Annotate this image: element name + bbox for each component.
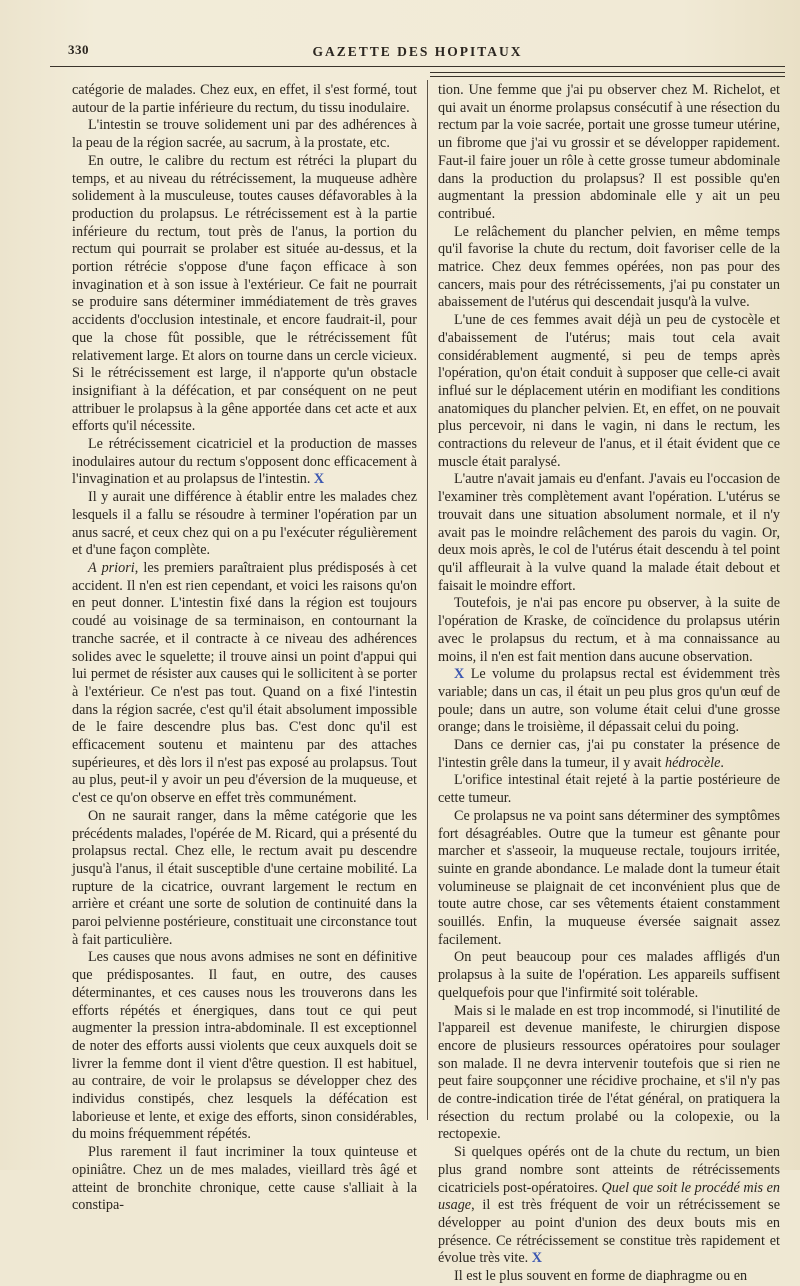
paragraph-text: Le rétrécissement cicatriciel et la production de masses inodulaires autour du rectum s'opposent donc efficacement à l'invagination et au prolapsus de l'intestin. [72, 436, 417, 488]
annotation-mark: X [454, 666, 465, 683]
paragraph-text: On peut beaucoup pour ces malades affligés d'un prolapsus à la suite de l'opération. Les appareils suffisent quelquefois pour que l'infirmité soit tolérable. [438, 949, 780, 1001]
paragraph-text: tion. Une femme que j'ai pu observer chez M. Richelot, et qui avait un énorme prolapsus consécutif à une résection du rectum par la voie sacrée, portait une grosse tumeur utérine, un fibrome que j'ai vu grossir et se développer rapidement. Faut-il faire jouer un rôle à cette grosse tumeur abdominale dans la production du prolapsus? Il est possible qu'en augmentant la pression abdominale elle y ait un peu contribué. [438, 82, 780, 222]
paragraph [438, 772, 780, 807]
paragraph-text: L'une de ces femmes avait déjà un peu de cystocèle et d'abaissement de l'utérus; mais tout cela avait considérablement augmenté, si peu de temps après l'opération, qu'on était conduit à supposer que celle-ci avait influé sur le déplacement utérin en modifiant les conditions anatomiques du plancher pelvien. Et, en effet, on ne pouvait plus percevoir, ni dans le vagin, ni dans le rectum, les contractions du releveur de l'anus, et il était évident que ce muscle était paralysé. [438, 312, 780, 470]
paragraph-text: L'intestin se trouve solidement uni par des adhérences à la peau de la région sacrée, au sacrum, à la prostate, etc. [72, 117, 417, 152]
left-column [72, 82, 417, 1215]
paragraph-text: En outre, le calibre du rectum est rétréci la plupart du temps, et au niveau du rétrécissement, la muqueuse adhère solidement à la musculeuse, toutes causes défavorables à la production du prolapsus. Le rétrécissement est à la partie inférieure du rectum, tout près de l'anus, la portion du rectum qui pourrait se prolaber est située au-dessus, et la portion rétrécie s'oppose d'une façon efficace à son invagination et à son issue à l'extérieur. Ce fait ne pourrait se produire sans déterminer immédiatement de très graves accidents d'occlusion intestinale, et encore faudrait-il, pour que la chose fût possible, que le rétrécissement fût relativement large. Et alors on tourne dans un cercle vicieux. Si le rétrécissement est large, il n'apporte qu'un obstacle insignifiant à la défécation, et par conséquent on ne peut attribuer le prolapsus à la gêne apportée dans cet acte et aux efforts qu'il nécessite. [72, 152, 417, 435]
italic-text: hédrocèle [664, 754, 721, 771]
page-header [50, 34, 785, 68]
paragraph-text: On ne saurait ranger, dans la même catégorie que les précédents malades, l'opérée de M. Ricard, qui a présenté du prolapsus rectal. Chez elle, le rectum avait pu descendre jusqu'à l'anus, il était susceptible d'une certaine mobilité. La rupture de la cicatrice, ouvrant largement le rectum en arrière et créant une sorte de solution de continuité dans la paroi pelvienne postérieure, constituait une circonstance tout à fait particulière. [72, 807, 417, 948]
paragraph [438, 737, 780, 772]
paragraph-text: L'orifice intestinal était rejeté à la partie postérieure de cette tumeur. [438, 772, 780, 807]
paragraph [438, 808, 780, 950]
paragraph-text: Ce prolapsus ne va point sans déterminer des symptômes fort désagréables. Outre que la tumeur est gênante pour marcher et s'asseoir, la muqueuse rectale, toujours irritée, suinte en grande abondance. Le malade dont la tumeur était volumineuse se plaignait de cet inconvénient plus que de toute autre chose, car ses vêtements étaient constamment souillés. Enfin, la muqueuse éversée saignait assez facilement. [438, 807, 780, 948]
paragraph-text: Dans ce dernier cas, j'ai pu constater la présence de l'intestin grêle dans la tumeur, il y avait [438, 737, 780, 771]
column-top-rule [430, 72, 785, 73]
paragraph [438, 666, 780, 737]
paragraph-text: Il est le plus souvent en forme de diaphragme ou en [454, 1268, 748, 1285]
italic-text: Quel que soit le procédé mis en usage [438, 1179, 780, 1214]
paragraph [72, 153, 417, 436]
paragraph-text: , il est très fréquent de voir un rétrécissement se développer au point d'union des deux bouts mis en présence. Ce rétrécissement se constitue très rapidement et évolue très vite. [438, 1197, 780, 1267]
paragraph [438, 1003, 780, 1145]
paragraph [72, 489, 417, 560]
italic-text: A priori [88, 559, 135, 576]
paragraph [72, 1144, 417, 1215]
paragraph-text: Le relâchement du plancher pelvien, en même temps qu'il favorise la chute du rectum, doit favoriser celle de la matrice. Chez deux femmes opérées, non pas pour des cancers, mais pour des rétrécissements, j'ai pu constater un abaissement de l'utérus qui descendait jusqu'à la vulve. [438, 223, 780, 311]
paragraph [438, 82, 780, 224]
paragraph [438, 1144, 780, 1268]
annotation-mark: X [313, 471, 325, 488]
page-number: 330 [68, 42, 89, 57]
paragraph [438, 471, 780, 595]
column-divider [427, 80, 428, 1120]
paragraph-text: Si quelques opérés ont de la chute du rectum, un bien plus grand nombre sont atteints de rétrécissements cicatriciels post-opératoires. [438, 1144, 780, 1196]
paragraph [72, 117, 417, 152]
paragraph [438, 224, 780, 313]
paragraph-text: Plus rarement il faut incriminer la toux quinteuse et opiniâtre. Chez un de mes malades, vieillard très âgé et atteint de bronchite chronique, cette cause s'alliait à la constipa- [72, 1144, 417, 1214]
paragraph-text: Les causes que nous avons admises ne sont en définitive que prédisposantes. Il faut, en outre, des causes déterminantes, et ces causes nous les trouverons dans les efforts répétés et énergiques, dans tout ce qui peut augmenter la pression intra-abdominale. Il est exceptionnel de noter des efforts aussi violents que ceux auxquels doit se livrer la femme dont il vient d'être question. Il est habituel, au contraire, de voir le prolapsus se développer chez des individus constipés, chez lesquels la défécation est laborieuse et lente, et exige des efforts, sinon considérables, du moins fréquemment répétés. [72, 949, 417, 1143]
paragraph [72, 560, 417, 808]
paragraph-text: . [720, 754, 724, 771]
annotation-mark: X [531, 1250, 543, 1267]
header-rule [50, 66, 785, 67]
paragraph [72, 436, 417, 489]
paragraph-text: Toutefois, je n'ai pas encore pu observer, à la suite de l'opération de Kraske, de coïncidence du prolapsus utérin avec le prolapsus du rectum, et à ma connaissance au moins, il n'en est fait mention dans aucune observation. [438, 595, 780, 665]
paragraph-text: Le volume du prolapsus rectal est évidemment très variable; dans un cas, il était un peu plus gros qu'un œuf de poule; dans un autre, son volume était celui d'une grosse orange; dans le troisième, il dépassait celui du poing. [438, 666, 781, 736]
journal-title: GAZETTE DES HOPITAUX [312, 44, 523, 59]
paragraph [438, 1268, 780, 1286]
paragraph-text: Il y aurait une différence à établir entre les malades chez lesquels il a fallu se résoudre à terminer l'opération par un anus sacré, et ceux chez qui on a pu l'exécuter régulièrement et d'une façon complète. [72, 489, 417, 559]
paragraph [72, 808, 417, 950]
paragraph-text: L'autre n'avait jamais eu d'enfant. J'avais eu l'occasion de l'examiner très complètement avant l'opération. L'utérus se trouvait dans une situation absolument normale, et il n'y avait pas le moindre relâchement des parois du vagin. Or, deux mois après, le col de l'utérus était descendu à tel point qu'il affleurait à la vulve quand la malade était debout et faisait le moindre effort. [438, 471, 780, 594]
paragraph-text: Mais si le malade en est trop incommodé, si l'inutilité de l'appareil est devenue manifeste, le chirurgien dispose encore de plusieurs ressources opératoires pour soulager son malade. Il ne devra intervenir toutefois que si rien ne peut faire soupçonner une récidive prochaine, et s'il n'y pas de contre-indication tirée de l'état général, on pratiquera la résection du rectum prolabé ou la colopexie, ou la rectopexie. [438, 1002, 780, 1143]
right-column [438, 82, 780, 1286]
column-top-rule-double [430, 76, 785, 77]
paragraph [438, 949, 780, 1002]
paragraph [72, 82, 417, 117]
paragraph [438, 595, 780, 666]
paragraph [72, 949, 417, 1144]
paragraph-text: catégorie de malades. Chez eux, en effet, il s'est formé, tout autour de la partie inférieure du rectum, du tissu inodulaire. [72, 82, 417, 116]
paragraph [438, 312, 780, 471]
paragraph-text: , les premiers paraîtraient plus prédisposés à cet accident. Il n'en est rien cependant, et voici les raisons qu'on en peut donner. L'intestin fixé dans la région est toujours coudé au voisinage de sa terminaison, en contournant la tranche sacrée, et il contracte à ce niveau des adhérences solides avec le squelette; il trouve ainsi un point d'appui qui lui permet de résister aux causes qui le sollicitent à se porter à l'extérieur. Ce n'est pas tout. Quand on a fixé l'intestin dans la région sacrée, c'est qu'il était absolument impossible de le faire descendre plus bas. C'est donc qu'il est efficacement soutenu et maintenu par des attaches supérieures, et dès lors il n'est pas exposé au prolapsus. Tout au plus, peut-il y avoir un peu d'éversion de la muqueuse, et c'est ce qu'on observe en effet très communément. [72, 559, 417, 807]
